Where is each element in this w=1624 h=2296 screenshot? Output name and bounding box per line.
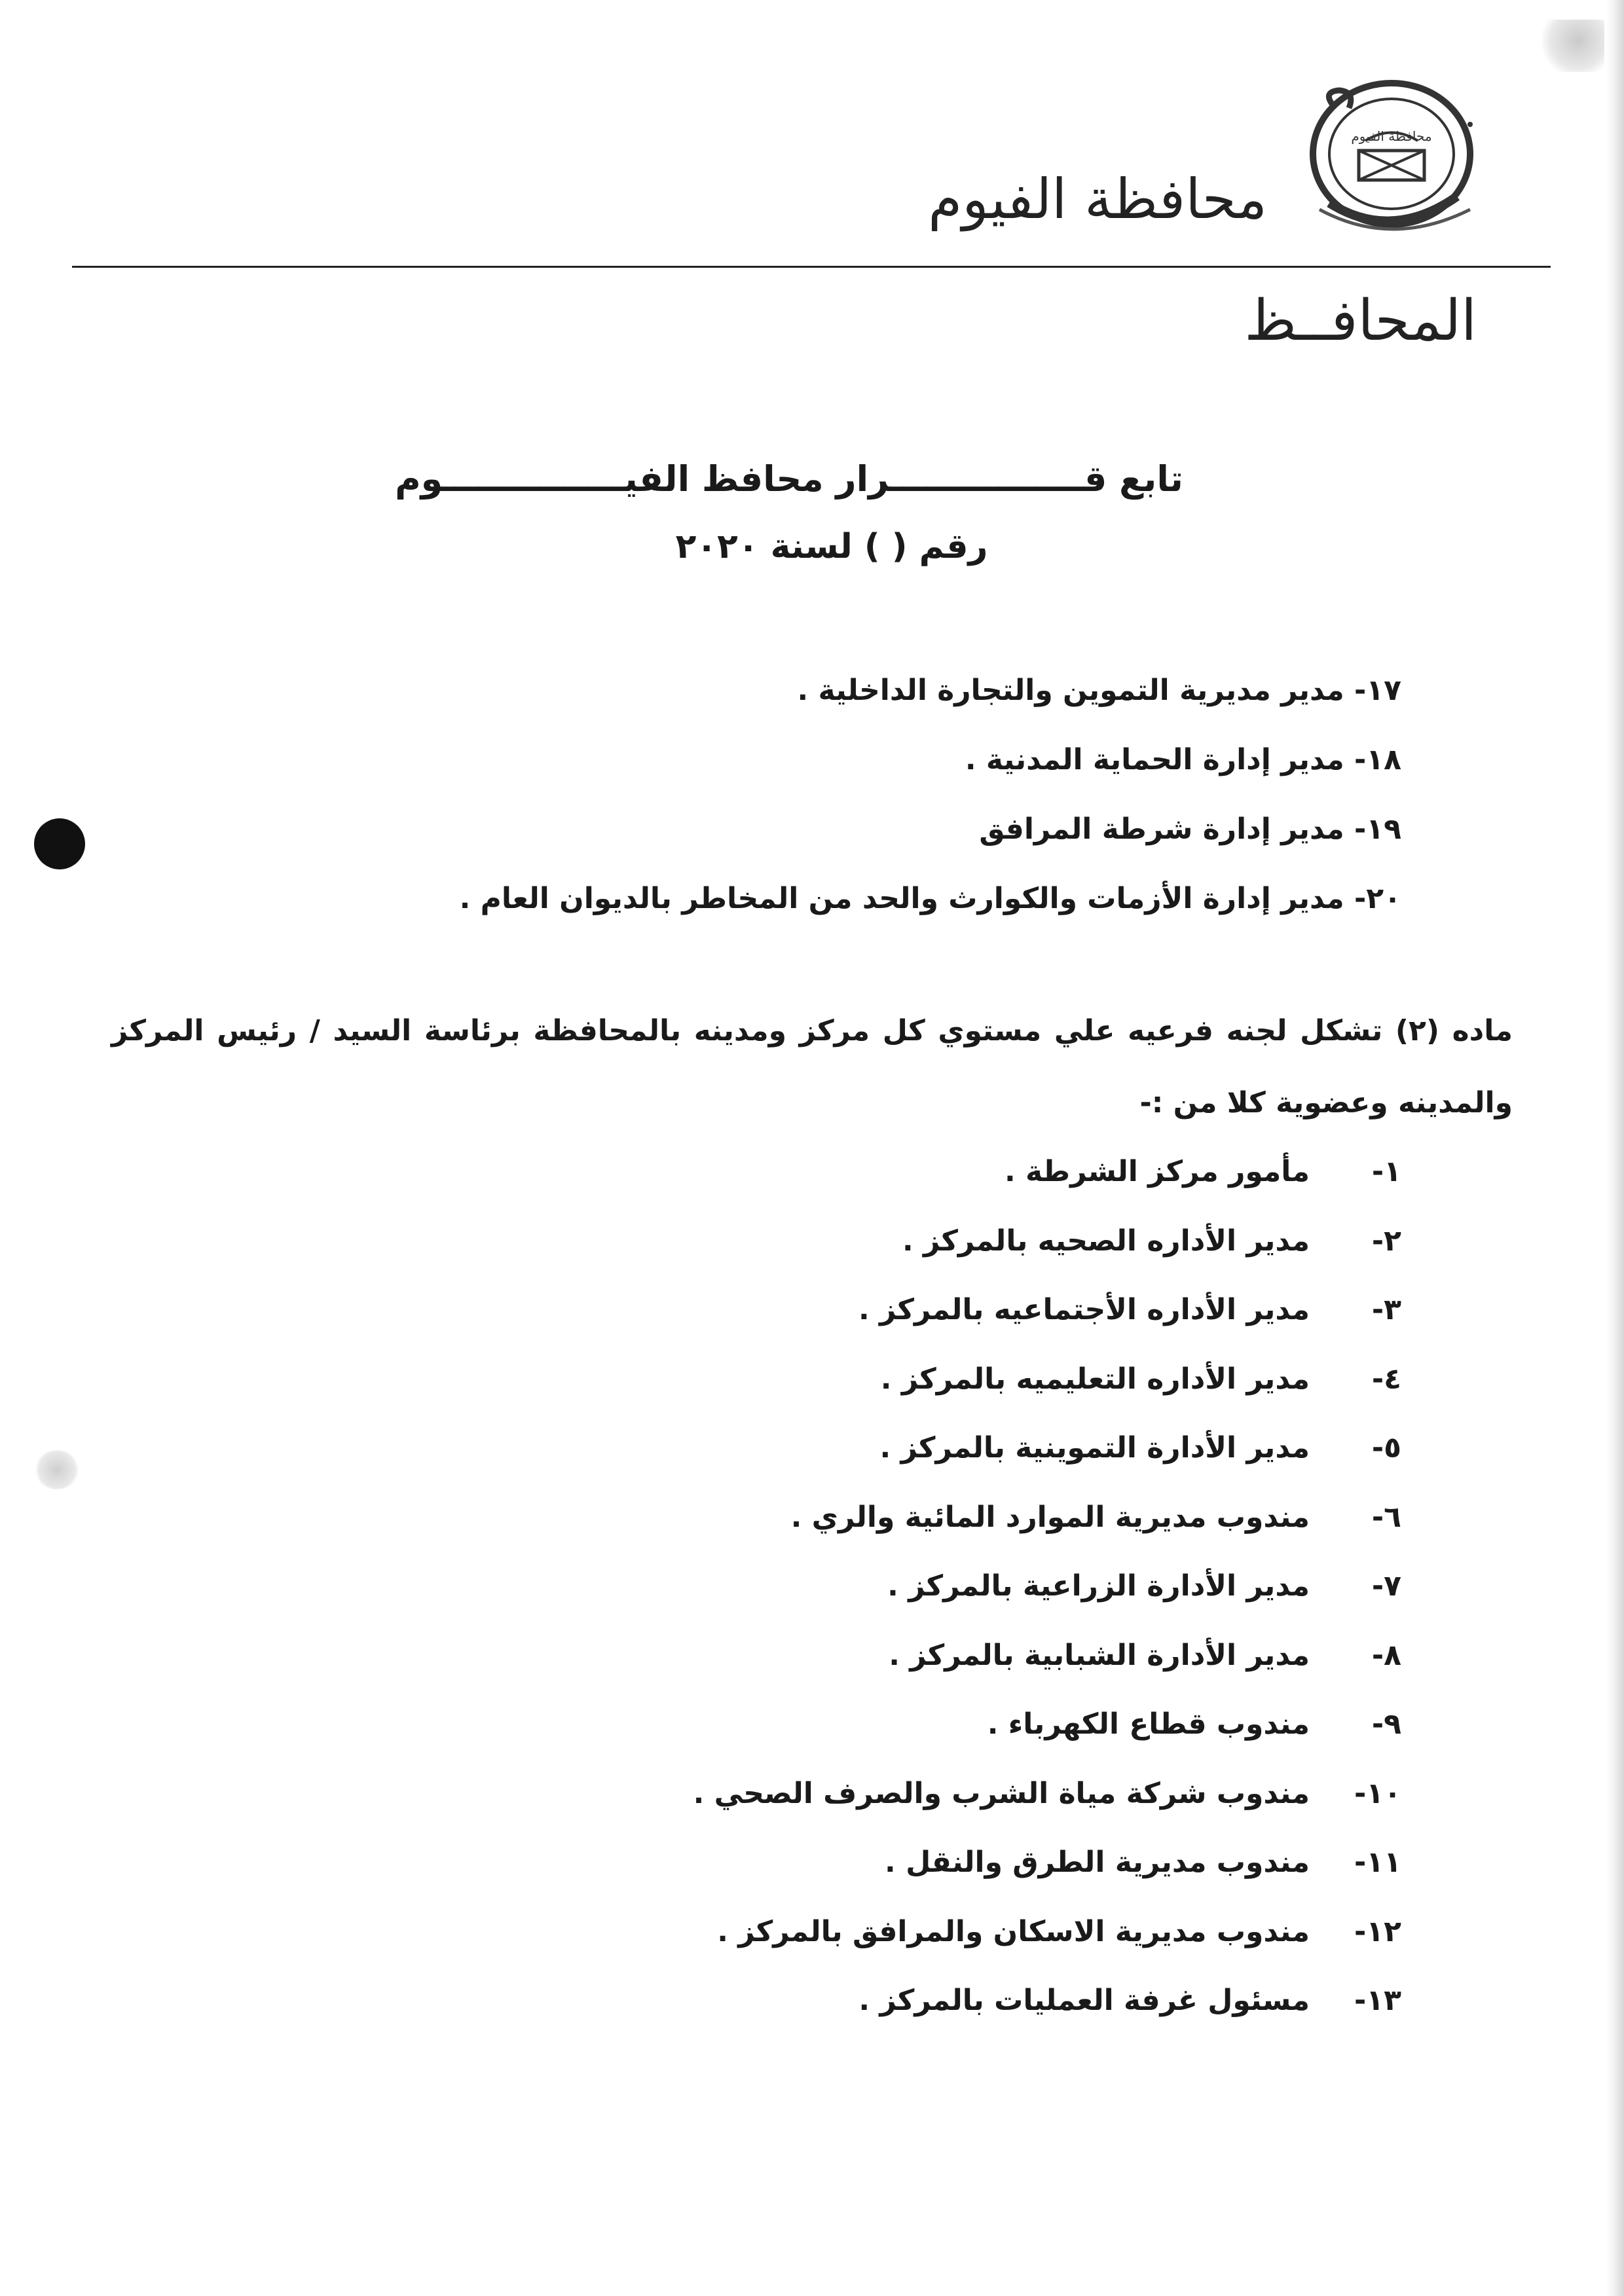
subcommittee-member-list <box>157 1146 1401 2044</box>
seal-text: محافظة الفيوم <box>1351 128 1432 144</box>
list-item <box>157 1836 1401 1906</box>
item-text: مدير الأداره الصحيه بالمركز . <box>902 1224 1310 1258</box>
item-text: مندوب قطاع الكهرباء . <box>987 1707 1310 1741</box>
list-item <box>157 1698 1401 1768</box>
punch-hole <box>34 818 85 869</box>
item-text: مندوب شركة مياة الشرب والصرف الصحي . <box>693 1776 1310 1810</box>
item-number: ٨- <box>1371 1638 1401 1672</box>
item-number: ٦- <box>1371 1500 1401 1534</box>
list-item <box>157 1560 1401 1630</box>
list-item: ١٧- مدير مديرية التموين والتجارة الداخلية . <box>797 674 1401 707</box>
decree-number-line: رقم ( ) لسنة ٢٠٢٠ <box>675 527 988 566</box>
item-text: مسئول غرفة العمليات بالمركز . <box>858 1984 1310 2017</box>
scan-edge-shadow <box>1606 0 1624 2296</box>
list-item: ٢٠- مدير إدارة الأزمات والكوارث والحد من المخاطر بالديوان العام . <box>459 882 1401 915</box>
list-item <box>157 1768 1401 1837</box>
item-text: مدير الأداره التعليميه بالمركز . <box>880 1362 1310 1396</box>
member-list-continued <box>157 665 1401 942</box>
item-number: ٤- <box>1371 1362 1401 1396</box>
governorate-seal-icon <box>1293 79 1490 242</box>
item-number: ٩- <box>1371 1707 1401 1741</box>
punch-hole-faint <box>34 1450 80 1489</box>
seal-graphic <box>1293 79 1490 242</box>
item-number: ١٢- <box>1354 1914 1401 1948</box>
item-text: مندوب مديرية الموارد المائية والري . <box>790 1500 1310 1534</box>
list-item <box>157 1353 1401 1423</box>
decree-title: تابع قــــــــــــــــرار محافظ الفيـــــــــــــــوم <box>395 458 1183 500</box>
item-text: مدير الأدارة التموينية بالمركز . <box>879 1431 1310 1465</box>
list-item <box>157 1284 1401 1353</box>
governor-heading: المحافــظ <box>1244 288 1477 354</box>
item-number: ٥- <box>1371 1431 1401 1465</box>
list-item: ١٨- مدير إدارة الحماية المدنية . <box>965 743 1401 776</box>
item-number: ٣- <box>1371 1293 1401 1326</box>
scan-corner-smudge <box>1539 20 1604 72</box>
list-item <box>157 1975 1401 2044</box>
item-text: مدير الأدارة الشبابية بالمركز . <box>889 1638 1310 1672</box>
list-item <box>157 1146 1401 1215</box>
list-item: ١٩- مدير إدارة شرطة المرافق <box>979 812 1401 846</box>
item-number: ١- <box>1371 1155 1401 1188</box>
item-number: ١١- <box>1354 1846 1401 1879</box>
item-text: مأمور مركز الشرطة . <box>1004 1155 1310 1188</box>
header-divider <box>72 266 1551 268</box>
item-number: ١٣- <box>1354 1984 1401 2017</box>
item-number: ٢- <box>1371 1224 1401 1258</box>
article-2-paragraph: ماده (٢) تشكل لجنه فرعيه علي مستوي كل مركز ومدينه بالمحافظة برئاسة السيد / رئيس المركز والمدينه وعضوية كلا من :- <box>111 1014 1513 1120</box>
item-number: ١٠- <box>1354 1776 1401 1810</box>
list-item <box>157 1422 1401 1491</box>
item-text: مدير الأداره الأجتماعيه بالمركز . <box>858 1293 1310 1326</box>
item-text: مندوب مديرية الاسكان والمرافق بالمركز . <box>717 1914 1310 1948</box>
list-item <box>157 1906 1401 1975</box>
item-number: ٧- <box>1371 1569 1401 1603</box>
item-text: مدير الأدارة الزراعية بالمركز . <box>887 1569 1310 1603</box>
item-text: مندوب مديرية الطرق والنقل . <box>885 1846 1310 1879</box>
governorate-name: محافظة الفيوم <box>928 167 1267 231</box>
list-item <box>157 1491 1401 1561</box>
list-item <box>157 1215 1401 1285</box>
list-item <box>157 1630 1401 1699</box>
